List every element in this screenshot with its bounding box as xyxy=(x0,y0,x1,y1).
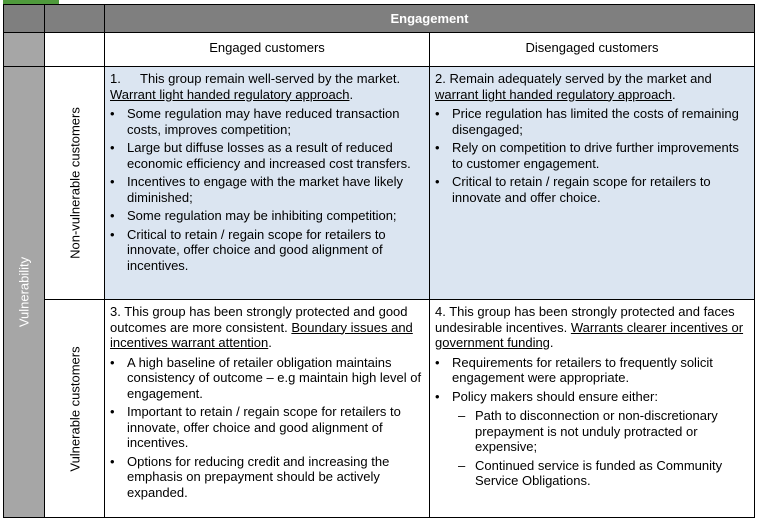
quadrant-1 xyxy=(104,66,430,300)
list-item: • Requirements for retailers to frequently solicit engagement were appropriate. xyxy=(435,355,749,386)
quadrant-4 xyxy=(429,299,755,518)
quadrant-2 xyxy=(429,66,755,300)
list-item: • Important to retain / regain scope for retailers to innovate, offer choice and good alignment of incentives. xyxy=(110,404,424,451)
corner-cell-blank xyxy=(44,32,105,67)
corner-cell-top xyxy=(44,4,105,33)
q2-bullets xyxy=(435,106,749,205)
q4-sub-bullets xyxy=(452,408,749,489)
list-item xyxy=(435,389,749,489)
list-item: • Rely on competition to drive further improvements to customer engagement. xyxy=(435,140,749,171)
row-group-vulnerability xyxy=(3,66,45,518)
column-header-engaged xyxy=(104,32,430,67)
column-header-disengaged xyxy=(429,32,755,67)
list-item: • Critical to retain / regain scope for retailers to innovate, offer choice and good alignment of incentives. xyxy=(110,227,424,274)
list-item: • Some regulation may be inhibiting competition; xyxy=(110,208,424,224)
list-item: • Critical to retain / regain scope for retailers to innovate and offer choice. xyxy=(435,174,749,205)
list-item: • A high baseline of retailer obligation maintains consistency of outcome – e.g maintain high level of engagement. xyxy=(110,355,424,402)
engagement-header xyxy=(104,4,755,33)
q1-bullets xyxy=(110,106,424,273)
row-header-non-vulnerable xyxy=(44,66,105,300)
q4-intro: 4. This group has been strongly protected and faces undesirable incentives. xyxy=(435,304,735,335)
list-item: • Large but diffuse losses as a result of reduced economic efficiency and increased cost transfers. xyxy=(110,140,424,171)
q2-underline: warrant light handed regulatory approach xyxy=(435,86,673,102)
q1-underline: Warrant light handed regulatory approach xyxy=(110,86,350,102)
q4-bullets xyxy=(435,355,749,489)
list-item: • Price regulation has limited the costs of remaining disengaged; xyxy=(435,106,749,137)
engagement-vulnerability-matrix xyxy=(3,4,755,518)
q1-number: 1. xyxy=(110,71,121,86)
list-item: • Options for reducing credit and increasing the emphasis on prepayment should be actively expanded. xyxy=(110,454,424,501)
q3-bullets xyxy=(110,355,424,501)
q2-tail: . xyxy=(672,86,676,102)
list-item: • Some regulation may have reduced transaction costs, improves competition; xyxy=(110,106,424,137)
corner-cell-left xyxy=(3,32,45,67)
vulnerability-label: Vulnerability xyxy=(16,256,32,328)
corner-cell-top-left xyxy=(3,4,45,33)
quadrant-3 xyxy=(104,299,430,518)
column-label-engaged: Engaged customers xyxy=(209,40,325,55)
vulnerable-label: Vulnerable customers xyxy=(67,345,82,472)
sub-list-item: – Path to disconnection or non-discretionary prepayment is not unduly protracted or expensive; xyxy=(452,408,749,455)
q4-underline: Warrants clearer incentives or government funding xyxy=(435,319,744,350)
list-item-text: Policy makers should ensure either: xyxy=(452,388,658,404)
q3-intro: 3. This group has been strongly protected and good outcomes are more consistent. xyxy=(110,304,408,335)
q2-intro: 2. Remain adequately served by the market and xyxy=(435,71,712,86)
q1-tail: . xyxy=(349,86,354,102)
q3-tail: . xyxy=(268,335,272,350)
sub-list-item: – Continued service is funded as Community Service Obligations. xyxy=(452,458,749,489)
row-header-vulnerable xyxy=(44,299,105,518)
q1-intro: This group remain well-served by the market. xyxy=(140,71,401,86)
q3-underline: Boundary issues and incentives warrant attention xyxy=(110,319,413,350)
engagement-title: Engagement xyxy=(390,11,469,26)
column-label-disengaged: Disengaged customers xyxy=(525,40,659,55)
q4-tail: . xyxy=(549,335,554,350)
non-vulnerable-label: Non-vulnerable customers xyxy=(67,107,82,259)
list-item: • Incentives to engage with the market have likely diminished; xyxy=(110,174,424,205)
